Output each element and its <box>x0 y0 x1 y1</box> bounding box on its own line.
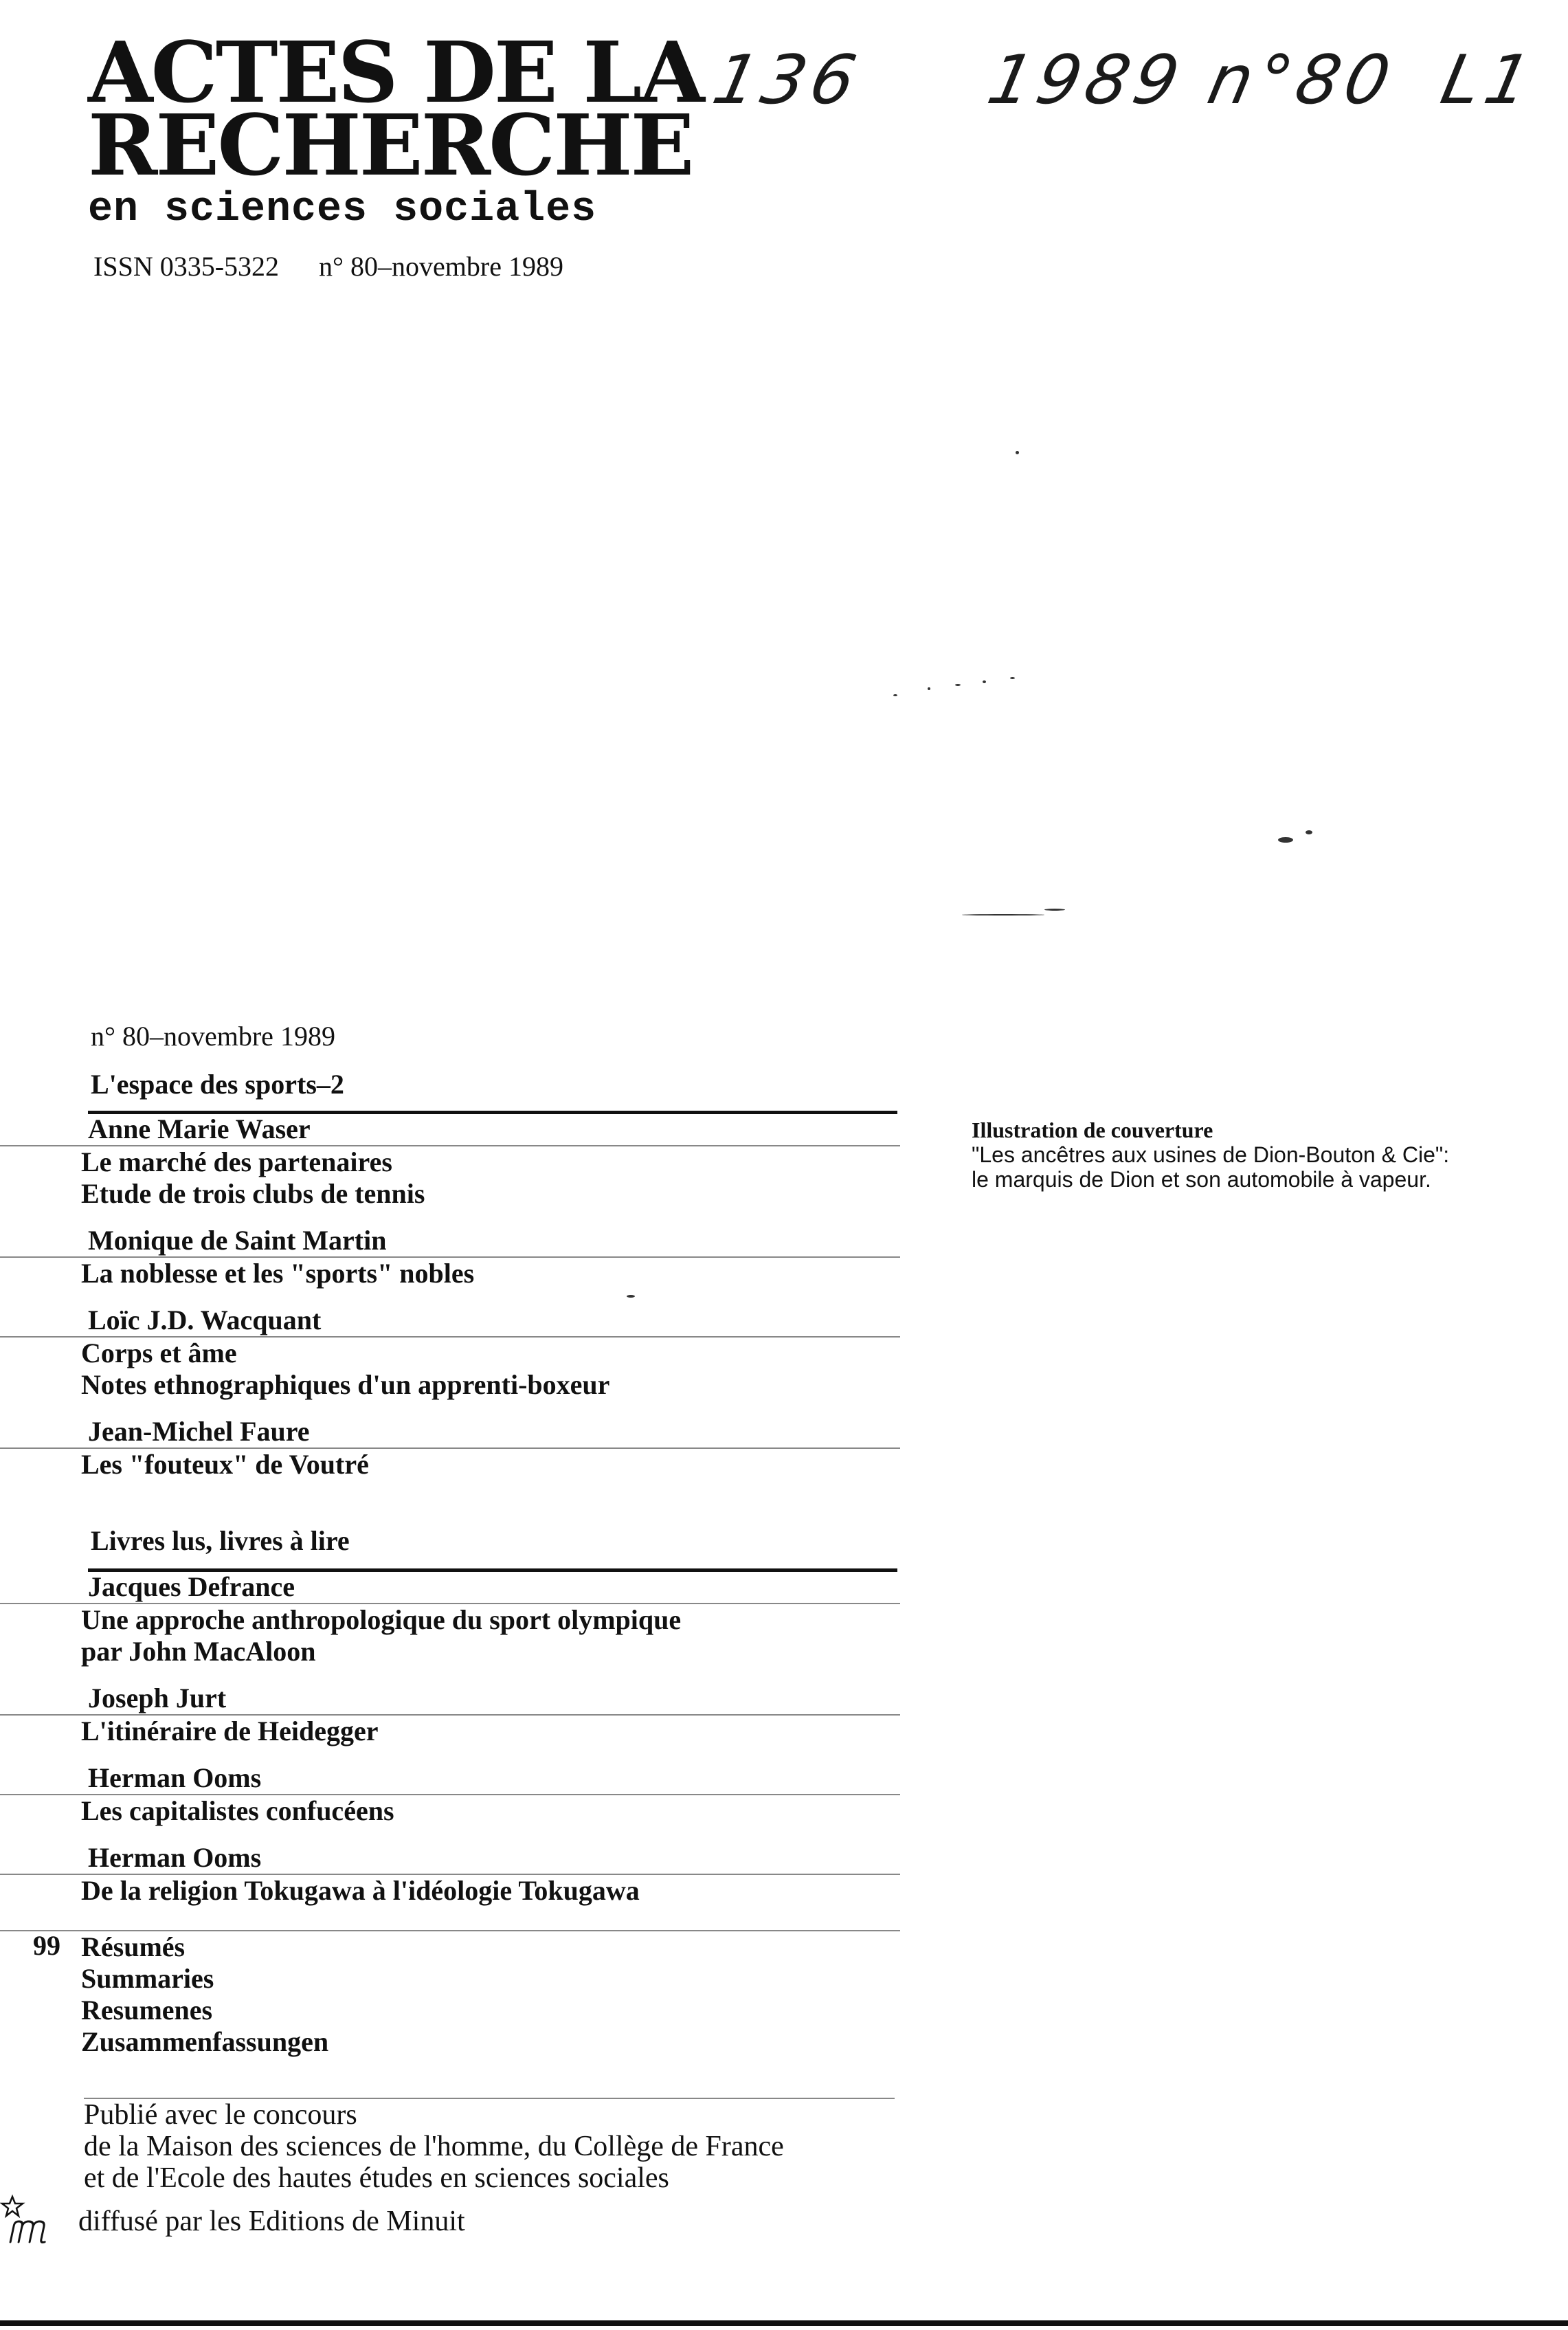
cover-caption-line: "Les ancêtres aux usines de Dion-Bouton & Cie": <box>972 1142 1450 1167</box>
toc-entry <box>0 1683 900 1747</box>
toc-title-text: Corps et âme <box>81 1338 237 1368</box>
toc-page-number: 99 <box>33 1930 60 1961</box>
handwritten-note-3: L1 <box>1434 41 1543 120</box>
toc-author: Jacques Defrance <box>88 1571 295 1602</box>
toc-entry <box>0 1842 900 1907</box>
toc-title-line <box>0 1447 900 1480</box>
issue-header: n° 80–novembre 1989 <box>319 251 563 282</box>
toc-author: Herman Ooms <box>88 1762 262 1793</box>
toc-author: Monique de Saint Martin <box>88 1225 387 1256</box>
resume-line: Resumenes <box>81 1995 213 2026</box>
publication-credits <box>84 2098 895 2194</box>
masthead-subtitle: en sciences sociales <box>88 186 597 233</box>
toc-title-line: Etude de trois clubs de tennis <box>81 1178 425 1209</box>
distributor-text: diffusé par les Editions de Minuit <box>78 2206 465 2237</box>
resume-line: Résumés <box>0 1930 900 1963</box>
toc-title-text: Le marché des partenaires <box>81 1146 392 1177</box>
toc-title-line <box>0 1714 900 1747</box>
toc-title-line: par John MacAloon <box>81 1636 316 1667</box>
toc-title-text: La noblesse et les "sports" nobles <box>81 1258 475 1289</box>
toc-issue-date: n° 80–novembre 1989 <box>91 1021 335 1052</box>
credit-line: de la Maison des sciences de l'homme, du Collège de France <box>84 2131 784 2162</box>
toc-title-line <box>0 1794 900 1827</box>
toc-author: Jean-Michel Faure <box>88 1416 310 1447</box>
toc-title-line <box>0 1145 900 1178</box>
masthead-line-1: ACTES DE LA <box>88 23 703 122</box>
toc-title-line: Notes ethnographiques d'un apprenti-boxeur <box>81 1369 610 1400</box>
toc-section-1 <box>0 1113 900 1496</box>
toc-title-line <box>0 1603 900 1636</box>
credit-line: et de l'Ecole des hautes études en sciences sociales <box>84 2162 669 2194</box>
toc-entry <box>0 1416 900 1480</box>
cover-caption-line: le marquis de Dion et son automobile à vapeur. <box>972 1167 1431 1192</box>
toc-title-text: Les "fouteux" de Voutré <box>81 1449 369 1480</box>
editions-de-minuit-logo-icon <box>0 2194 60 2249</box>
toc-entry <box>0 1305 900 1401</box>
toc-author: Loïc J.D. Wacquant <box>88 1305 322 1335</box>
toc-resumes <box>0 1930 900 2058</box>
cover-illustration-note <box>972 1118 1563 1192</box>
toc-title-text: L'itinéraire de Heidegger <box>81 1716 379 1746</box>
issn-number: ISSN 0335-5322 <box>93 251 280 282</box>
toc-title-text: Les capitalistes confucéens <box>81 1795 394 1826</box>
resume-line: Zusammenfassungen <box>81 2026 329 2057</box>
toc-entry <box>0 1762 900 1827</box>
toc-entry <box>0 1113 900 1210</box>
toc-author: Joseph Jurt <box>88 1683 227 1713</box>
resume-line: Summaries <box>81 1963 214 1994</box>
cover-title: Illustration de couverture <box>972 1118 1213 1142</box>
toc-section-2 <box>0 1571 900 1922</box>
toc-author: Herman Ooms <box>88 1842 262 1873</box>
toc-entry <box>0 1225 900 1289</box>
section-title-livres: Livres lus, livres à lire <box>91 1525 350 1556</box>
toc-author: Anne Marie Waser <box>88 1113 311 1144</box>
handwritten-note-1: 136 <box>706 41 869 120</box>
credit-line: Publié avec le concours <box>84 2099 357 2131</box>
toc-title-line <box>0 1336 900 1369</box>
toc-entry <box>0 1571 900 1667</box>
masthead-line-2: RECHERCHE <box>88 96 693 195</box>
issn-line <box>93 250 563 282</box>
toc-title-line <box>0 1874 900 1907</box>
bottom-border <box>0 2320 1568 2326</box>
distributor-line <box>0 2194 465 2249</box>
toc-title-line <box>0 1256 900 1289</box>
toc-title-text: Une approche anthropologique du sport olympique <box>81 1604 682 1635</box>
handwritten-note-2: 1989 n°80 <box>981 41 1402 120</box>
masthead <box>88 23 703 233</box>
toc-title-text: De la religion Tokugawa à l'idéologie Tokugawa <box>81 1875 640 1906</box>
section-title-sports: L'espace des sports–2 <box>91 1069 344 1100</box>
